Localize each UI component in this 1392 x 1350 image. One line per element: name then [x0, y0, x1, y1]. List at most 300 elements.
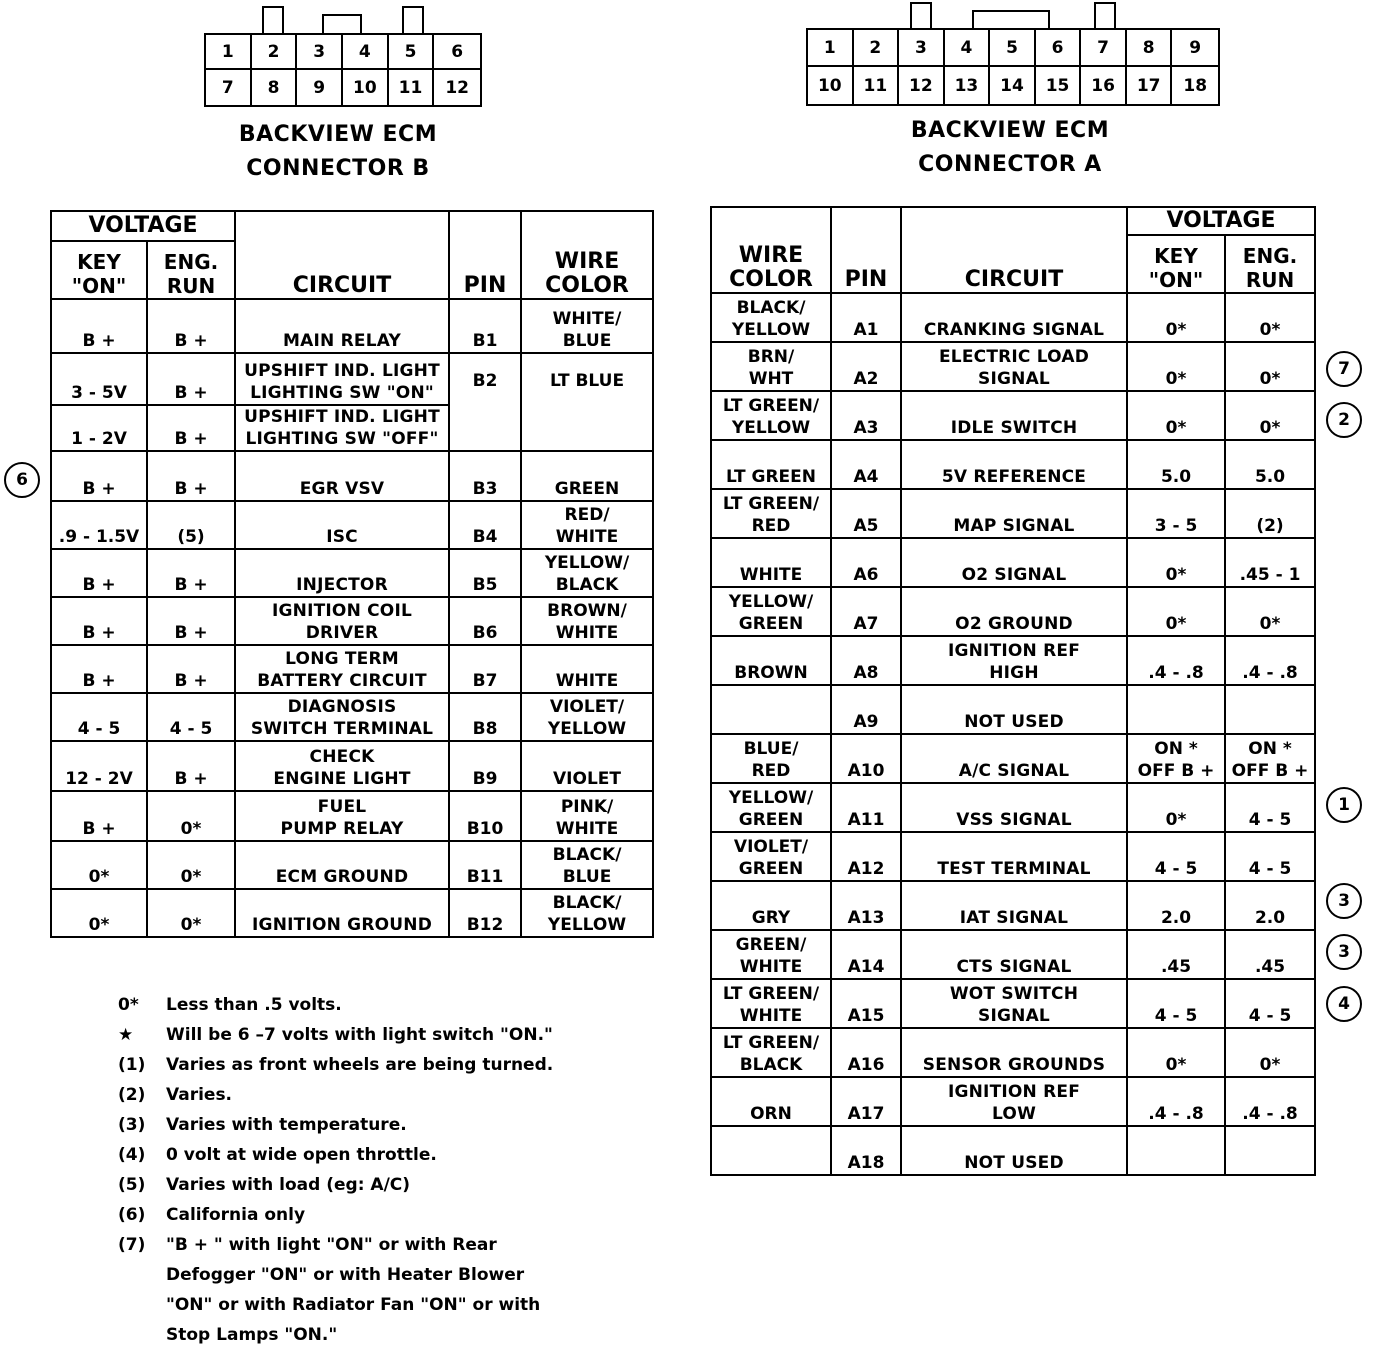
- table-row: [711, 734, 1315, 783]
- key-on-cell: B +: [51, 299, 147, 353]
- circuit-cell: [901, 832, 1127, 881]
- wire-color-line1: BROWN/: [547, 601, 627, 621]
- pin-cell: B6: [449, 597, 521, 645]
- pin-cell: B4: [449, 501, 521, 549]
- circuit-cell: [235, 741, 449, 791]
- connector-b-pin-grid: [204, 33, 482, 107]
- eng-run-cell: B +: [147, 549, 235, 597]
- connector-pin: 6: [434, 35, 480, 70]
- pin-cell: B10: [449, 791, 521, 841]
- wire-color-line1: LT GREEN/: [722, 396, 820, 416]
- circuit-line2: ECM GROUND: [275, 867, 409, 887]
- eng-run-cell: [1225, 538, 1315, 587]
- footnote-text: Defogger "ON" or with Heater Blower: [166, 1265, 525, 1285]
- circuit-cell: [901, 783, 1127, 832]
- footnote-key: [118, 1260, 166, 1290]
- circuit-cell: [901, 734, 1127, 783]
- circuit-cell: [235, 791, 449, 841]
- circuit-cell: [235, 841, 449, 889]
- wire-color-cell: [521, 791, 653, 841]
- connector-pin: 17: [1127, 67, 1173, 104]
- pin-header: PIN: [449, 211, 521, 299]
- key-on-cell: [1127, 734, 1225, 783]
- key-on-cell: 3 - 5V: [51, 353, 147, 405]
- connector-pin: 2: [854, 30, 900, 67]
- key-on-cell: [1127, 489, 1225, 538]
- key-on-cell: [1127, 783, 1225, 832]
- wire-color-line2: ORN: [750, 1104, 792, 1124]
- wire-color-line2: WHITE: [739, 957, 803, 977]
- wire-color-line2: WHITE: [739, 565, 803, 585]
- connector-pin: 3: [297, 35, 343, 70]
- pin-cell: B12: [449, 889, 521, 937]
- key-on-header: [1127, 235, 1225, 293]
- connector-b-latch-right: [402, 6, 424, 34]
- eng-run-line2: 5.0: [1254, 467, 1286, 487]
- table-row: [51, 549, 653, 597]
- table-row: [711, 342, 1315, 391]
- eng-run-header-line1: ENG.: [1242, 244, 1298, 268]
- pin-cell: A13: [831, 881, 901, 930]
- wire-color-line1: GREEN/: [735, 935, 807, 955]
- table-row: [711, 1028, 1315, 1077]
- table-row: [51, 353, 653, 405]
- circuit-line2: LIGHTING SW "OFF": [245, 429, 439, 449]
- table-row: [711, 587, 1315, 636]
- footnote-key: ★: [118, 1025, 134, 1045]
- footnote-text: Varies as front wheels are being turned.: [166, 1055, 554, 1075]
- table-row: [711, 1077, 1315, 1126]
- eng-run-cell: [1225, 587, 1315, 636]
- circuit-line2: NOT USED: [964, 1153, 1064, 1173]
- key-on-line2: 0*: [1165, 369, 1187, 389]
- key-on-cell: [1127, 587, 1225, 636]
- connector-pin: 3: [899, 30, 945, 67]
- circuit-line2: MAIN RELAY: [283, 331, 401, 351]
- connector-a-title-line1: BACKVIEW ECM: [910, 118, 1110, 143]
- circuit-line2: SWITCH TERMINAL: [250, 719, 434, 739]
- footnote-key: (1): [118, 1055, 146, 1075]
- eng-run-line2: 4 - 5: [1248, 810, 1292, 830]
- footnote-item: [118, 1320, 618, 1350]
- pin-cell: A7: [831, 587, 901, 636]
- eng-run-cell: B +: [147, 741, 235, 791]
- eng-run-line2: 4 - 5: [1248, 859, 1292, 879]
- table-row: [711, 293, 1315, 342]
- connector-pin: 16: [1081, 67, 1127, 104]
- pin-cell: B3: [449, 451, 521, 501]
- pin-cell: B2: [449, 353, 521, 451]
- table-row: [51, 645, 653, 693]
- eng-run-header-line1: ENG.: [163, 250, 219, 274]
- footnote-key: (3): [118, 1115, 146, 1135]
- circuit-line2: SIGNAL: [978, 1006, 1050, 1026]
- table-row: [711, 881, 1315, 930]
- circuit-cell: [901, 685, 1127, 734]
- circuit-line2: IGNITION GROUND: [252, 915, 433, 935]
- connector-b-title-line1: BACKVIEW ECM: [238, 122, 438, 147]
- key-on-header-line2: "ON": [71, 274, 127, 298]
- connector-pin: 5: [990, 30, 1036, 67]
- key-on-header-line1: KEY: [77, 250, 121, 274]
- circuit-line2: VSS SIGNAL: [956, 810, 1072, 830]
- wire-color-line1: BLACK/: [736, 298, 806, 318]
- eng-run-line2: 2.0: [1254, 908, 1286, 928]
- connector-pin: 8: [252, 70, 298, 105]
- circuit-header: CIRCUIT: [235, 211, 449, 299]
- footnote-key: [118, 1290, 166, 1320]
- wire-color-header-line2: COLOR: [545, 273, 629, 298]
- pin-header: PIN: [831, 207, 901, 293]
- pin-cell: A10: [831, 734, 901, 783]
- key-on-cell: [1127, 1077, 1225, 1126]
- footnote-text: Varies with temperature.: [166, 1115, 407, 1135]
- eng-run-line2: .4 - .8: [1242, 1104, 1298, 1124]
- key-on-cell: [1127, 1126, 1225, 1175]
- key-on-cell: 12 - 2V: [51, 741, 147, 791]
- wire-color-cell: [711, 1077, 831, 1126]
- eng-run-line2: 0*: [1259, 418, 1281, 438]
- wire-color-cell: [521, 597, 653, 645]
- eng-run-line2: 0*: [1259, 320, 1281, 340]
- connector-a-latch-left: [910, 2, 932, 30]
- circuit-cell: [235, 299, 449, 353]
- circuit-cell: [901, 930, 1127, 979]
- connector-pin: 1: [206, 35, 252, 70]
- wire-color-header-line1: WIRE: [738, 243, 804, 268]
- callout-vss-signal: 1: [1326, 787, 1362, 823]
- connector-b-latch-left: [262, 6, 284, 34]
- eng-run-cell: [1225, 734, 1315, 783]
- eng-run-line2: OFF B +: [1231, 761, 1309, 781]
- circuit-cell: [235, 693, 449, 741]
- circuit-line1: WOT SWITCH: [949, 984, 1079, 1004]
- circuit-cell: [901, 636, 1127, 685]
- eng-run-cell: [1225, 1028, 1315, 1077]
- wire-color-line1: VIOLET/: [733, 837, 809, 857]
- eng-run-line2: 0*: [1259, 1055, 1281, 1075]
- eng-run-cell: [1225, 342, 1315, 391]
- eng-run-cell: [1225, 391, 1315, 440]
- eng-run-header: [147, 241, 235, 299]
- wire-color-line2: VIOLET: [553, 769, 621, 789]
- wire-color-line2: WHITE: [555, 623, 619, 643]
- pin-cell: A18: [831, 1126, 901, 1175]
- pin-cell: A14: [831, 930, 901, 979]
- footnote-text: California only: [166, 1205, 306, 1225]
- key-on-line2: 0*: [1165, 320, 1187, 340]
- eng-run-cell: [1225, 1077, 1315, 1126]
- connector-pin: 5: [389, 35, 435, 70]
- connector-pin: 14: [990, 67, 1036, 104]
- circuit-line2: O2 SIGNAL: [961, 565, 1067, 585]
- wire-color-cell: [711, 538, 831, 587]
- connector-pin: 8: [1127, 30, 1173, 67]
- connector-a-voltage-table: [710, 206, 1316, 1176]
- connector-pin: 4: [343, 35, 389, 70]
- table-row: [711, 636, 1315, 685]
- footnote-text: "ON" or with Radiator Fan "ON" or with: [166, 1295, 541, 1315]
- key-on-cell: [1127, 391, 1225, 440]
- footnote-item: [118, 1110, 618, 1140]
- eng-run-cell: 0*: [147, 841, 235, 889]
- key-on-cell: [1127, 979, 1225, 1028]
- key-on-cell: [1127, 930, 1225, 979]
- wire-color-cell: [711, 734, 831, 783]
- eng-run-cell: B +: [147, 645, 235, 693]
- circuit-line2: ENGINE LIGHT: [273, 769, 411, 789]
- key-on-cell: B +: [51, 549, 147, 597]
- key-on-cell: 0*: [51, 889, 147, 937]
- footnote-item: [118, 1290, 618, 1320]
- wire-color-line1: LT GREEN/: [722, 984, 820, 1004]
- connector-pin: 7: [206, 70, 252, 105]
- pin-cell: A17: [831, 1077, 901, 1126]
- circuit-line1: LONG TERM: [285, 649, 399, 669]
- key-on-cell: [1127, 538, 1225, 587]
- wire-color-cell: [711, 685, 831, 734]
- wire-color-cell: [711, 783, 831, 832]
- circuit-line1: ELECTRIC LOAD: [938, 347, 1090, 367]
- wire-color-cell: [521, 841, 653, 889]
- circuit-line2: CRANKING SIGNAL: [923, 320, 1105, 340]
- footnote-key: (2): [118, 1085, 146, 1105]
- circuit-line2: 5V REFERENCE: [941, 467, 1087, 487]
- footnote-item: [118, 1140, 618, 1170]
- wire-color-line2: YELLOW: [731, 320, 811, 340]
- connector-b-title-line2: CONNECTOR B: [246, 156, 430, 181]
- key-on-line2: .4 - .8: [1148, 663, 1204, 683]
- key-on-header: [51, 241, 147, 299]
- table-row: [711, 979, 1315, 1028]
- eng-run-cell: B +: [147, 451, 235, 501]
- circuit-cell: [901, 1028, 1127, 1077]
- wire-color-line2: GREEN: [738, 810, 804, 830]
- voltage-header: VOLTAGE: [1127, 207, 1315, 235]
- eng-run-cell: (5): [147, 501, 235, 549]
- table-row: [711, 685, 1315, 734]
- pin-cell: A16: [831, 1028, 901, 1077]
- eng-run-cell: [1225, 293, 1315, 342]
- circuit-line2: DRIVER: [305, 623, 379, 643]
- eng-run-line2: .45: [1254, 957, 1286, 977]
- wire-color-cell: [711, 391, 831, 440]
- key-on-cell: 4 - 5: [51, 693, 147, 741]
- circuit-line2: LIGHTING SW "ON": [250, 383, 434, 403]
- circuit-line2: CTS SIGNAL: [956, 957, 1072, 977]
- wire-color-line2: GRY: [751, 908, 791, 928]
- wire-color-line2: YELLOW: [547, 719, 627, 739]
- connector-pin: 9: [297, 70, 343, 105]
- wire-color-line2: GREEN: [738, 614, 804, 634]
- wire-color-cell: [711, 440, 831, 489]
- footnote-text: Varies.: [166, 1085, 233, 1105]
- connector-pin: 11: [389, 70, 435, 105]
- connector-a-title-line2: CONNECTOR A: [918, 152, 1102, 177]
- connector-pin: 2: [252, 35, 298, 70]
- wire-color-header: [521, 211, 653, 299]
- key-on-cell: 0*: [51, 841, 147, 889]
- wire-color-cell: [521, 299, 653, 353]
- circuit-line1: IGNITION REF: [947, 641, 1081, 661]
- eng-run-cell: [1225, 832, 1315, 881]
- wire-color-line2: BLUE: [562, 331, 612, 351]
- key-on-line2: 0*: [1165, 810, 1187, 830]
- eng-run-cell: 0*: [147, 889, 235, 937]
- eng-run-header-line2: RUN: [166, 274, 216, 298]
- wire-color-cell: [711, 587, 831, 636]
- wire-color-line1: BLACK/: [552, 893, 622, 913]
- footnote-key: (4): [118, 1145, 146, 1165]
- circuit-line2: TEST TERMINAL: [937, 859, 1091, 879]
- circuit-cell: [235, 889, 449, 937]
- callout-iat-signal: 3: [1326, 883, 1362, 919]
- wire-color-line2: BLUE: [562, 867, 612, 887]
- key-on-cell: [1127, 293, 1225, 342]
- circuit-line1: IGNITION COIL: [271, 601, 413, 621]
- pin-cell: A12: [831, 832, 901, 881]
- wire-color-line1: RED/: [564, 505, 610, 525]
- footnote-item: [118, 1260, 618, 1290]
- table-row: [51, 597, 653, 645]
- key-on-cell: [1127, 440, 1225, 489]
- circuit-cell: [235, 549, 449, 597]
- key-on-cell: [1127, 342, 1225, 391]
- key-on-cell: .9 - 1.5V: [51, 501, 147, 549]
- circuit-line2: MAP SIGNAL: [953, 516, 1075, 536]
- pin-cell: B11: [449, 841, 521, 889]
- connector-b-latch-center: [322, 14, 362, 34]
- wire-color-cell: [521, 451, 653, 501]
- connector-pin: 1: [808, 30, 854, 67]
- wire-color-header-line1: WIRE: [554, 249, 620, 274]
- pin-cell: B5: [449, 549, 521, 597]
- key-on-cell: B +: [51, 451, 147, 501]
- wire-color-line1: BRN/: [747, 347, 795, 367]
- callout-cts-signal: 3: [1326, 934, 1362, 970]
- circuit-line1: FUEL: [317, 797, 367, 817]
- wire-color-line2: WHT: [748, 369, 794, 389]
- eng-run-line2: 0*: [1259, 614, 1281, 634]
- key-on-line2: OFF B +: [1137, 761, 1215, 781]
- key-on-cell: [1127, 636, 1225, 685]
- circuit-header: CIRCUIT: [901, 207, 1127, 293]
- connector-b-voltage-table: [50, 210, 654, 938]
- wire-color-line2: YELLOW: [731, 418, 811, 438]
- circuit-line1: CHECK: [309, 747, 375, 767]
- footnote-key: (7): [118, 1235, 146, 1255]
- footnote-key: [118, 1320, 166, 1350]
- circuit-cell: [235, 353, 449, 405]
- key-on-cell: [1127, 832, 1225, 881]
- footnote-item: [118, 1230, 618, 1260]
- eng-run-header-line2: RUN: [1245, 268, 1295, 292]
- wire-color-line2: WHITE: [555, 671, 619, 691]
- wire-color-cell: [711, 489, 831, 538]
- footnote-item: [118, 1080, 618, 1110]
- wire-color-line1: YELLOW/: [728, 592, 814, 612]
- circuit-line2: A/C SIGNAL: [958, 761, 1070, 781]
- key-on-header-line2: "ON": [1148, 268, 1204, 292]
- wire-color-cell: [711, 636, 831, 685]
- circuit-line2: SENSOR GROUNDS: [922, 1055, 1106, 1075]
- connector-pin: 7: [1081, 30, 1127, 67]
- connector-pin: 18: [1183, 75, 1208, 96]
- circuit-cell: [901, 979, 1127, 1028]
- circuit-line2: NOT USED: [964, 712, 1064, 732]
- pin-cell: A15: [831, 979, 901, 1028]
- footnote-text: Varies with load (eg: A/C): [166, 1175, 411, 1195]
- key-on-cell: B +: [51, 791, 147, 841]
- circuit-line2: IAT SIGNAL: [959, 908, 1069, 928]
- callout-california-only: 6: [4, 462, 40, 498]
- eng-run-line2: 0*: [1259, 369, 1281, 389]
- table-row: [51, 889, 653, 937]
- wire-color-line1: WHITE/: [552, 309, 622, 329]
- wire-color-line1: LT GREEN/: [722, 494, 820, 514]
- pin-cell: B8: [449, 693, 521, 741]
- key-on-cell: 1 - 2V: [51, 405, 147, 451]
- wire-color-cell: [521, 693, 653, 741]
- eng-run-line1: ON *: [1248, 739, 1292, 759]
- eng-run-cell: B +: [147, 405, 235, 451]
- key-on-line2: 0*: [1165, 418, 1187, 438]
- wire-color-cell: [711, 979, 831, 1028]
- circuit-line2: O2 GROUND: [955, 614, 1073, 634]
- key-on-cell: [1127, 881, 1225, 930]
- table-row: [711, 930, 1315, 979]
- key-on-cell: B +: [51, 645, 147, 693]
- circuit-line2: EGR VSV: [299, 479, 385, 499]
- wire-color-cell: [521, 741, 653, 791]
- footnote-item: [118, 1170, 618, 1200]
- pin-cell: A9: [831, 685, 901, 734]
- circuit-line2: INJECTOR: [296, 575, 388, 595]
- table-row: [711, 1126, 1315, 1175]
- footnotes: [118, 990, 618, 1350]
- connector-a-latch-center: [972, 10, 1050, 30]
- key-on-line2: 4 - 5: [1154, 859, 1198, 879]
- circuit-line2: PUMP RELAY: [280, 819, 404, 839]
- connector-pin: 9: [1172, 30, 1218, 67]
- connector-a-title: [872, 114, 1148, 182]
- wire-color-line1: LT GREEN/: [722, 1033, 820, 1053]
- wire-color-cell: [711, 832, 831, 881]
- circuit-cell: [235, 597, 449, 645]
- wire-color-cell: [711, 930, 831, 979]
- wire-color-line2: BROWN: [734, 663, 808, 683]
- circuit-cell: [901, 538, 1127, 587]
- callout-idle-switch: 2: [1326, 402, 1362, 438]
- circuit-line1: DIAGNOSIS: [287, 697, 397, 717]
- table-row: [711, 391, 1315, 440]
- wire-color-cell: LT BLUE: [521, 353, 653, 451]
- eng-run-line2: .4 - .8: [1242, 663, 1298, 683]
- circuit-line2: HIGH: [989, 663, 1039, 683]
- footnote-text: "B + " with light "ON" or with Rear: [166, 1235, 497, 1255]
- wire-color-line2: GREEN: [554, 479, 620, 499]
- circuit-line1: IGNITION REF: [947, 1082, 1081, 1102]
- wire-color-line1: BLUE/: [743, 739, 799, 759]
- wire-color-cell: [711, 342, 831, 391]
- circuit-cell: [901, 1126, 1127, 1175]
- pin-cell: A1: [831, 293, 901, 342]
- eng-run-header: [1225, 235, 1315, 293]
- connector-pin: 10: [808, 67, 854, 104]
- eng-run-line2: .45 - 1: [1239, 565, 1301, 585]
- circuit-cell: [235, 645, 449, 693]
- key-on-line2: 0*: [1165, 565, 1187, 585]
